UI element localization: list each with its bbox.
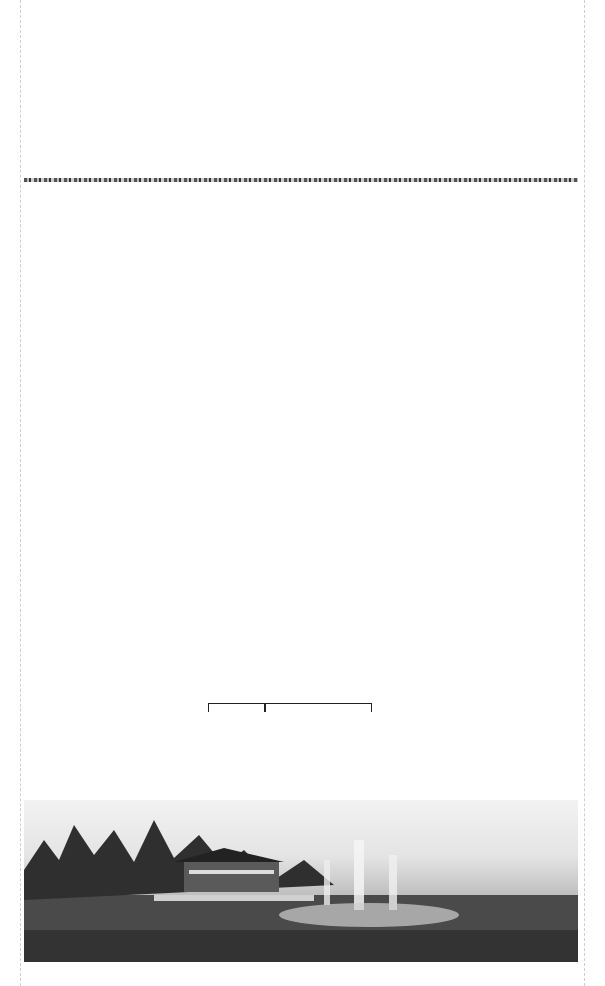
volta-bracket-1 — [208, 703, 266, 712]
pavilion-illustration — [24, 800, 578, 962]
score-top-row — [24, 46, 578, 76]
garden-pavilion-photo — [24, 800, 578, 962]
header-separator — [24, 178, 578, 182]
left-guide-line — [20, 0, 21, 986]
right-guide-line — [584, 0, 585, 986]
volta-bracket-2 — [264, 703, 372, 712]
